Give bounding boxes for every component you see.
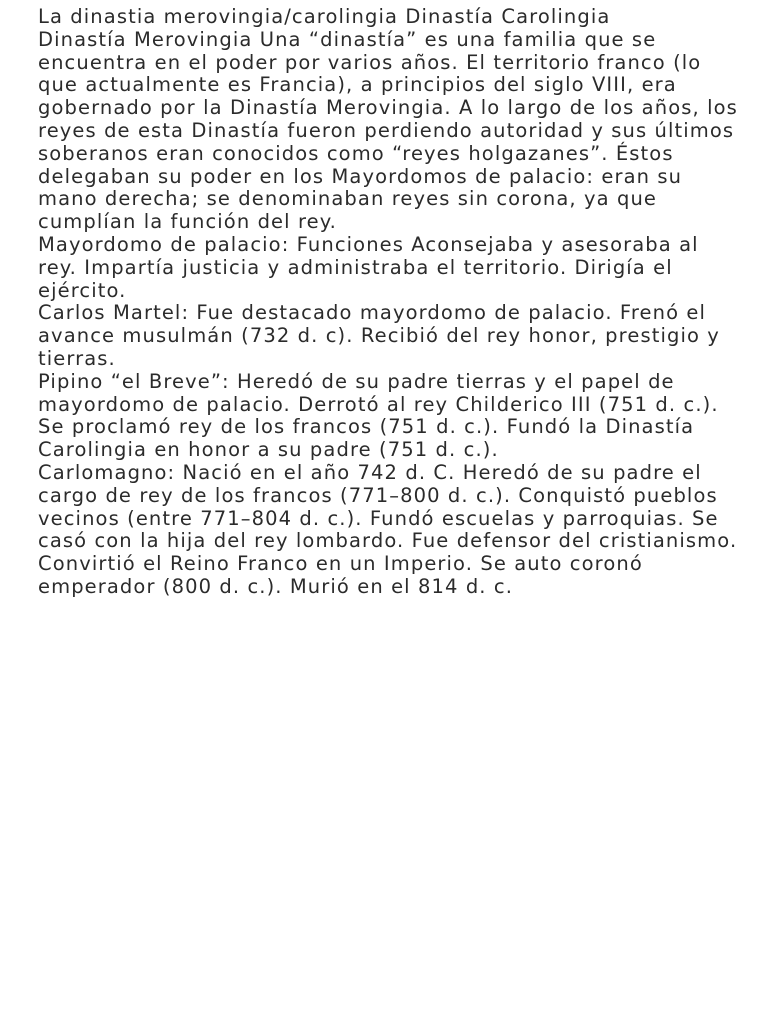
carlos-martel-paragraph: Carlos Martel: Fue destacado mayordomo de palacio. Frenó el avance musulmán (732 d. c). Recibió del rey honor, prestigio y tierras.	[38, 301, 720, 370]
carlomagno-paragraph: Carlomagno: Nació en el año 742 d. C. Heredó de su padre el cargo de rey de los francos (771–800 d. c.). Conquistó pueblos vecinos (entre 771–804 d. c.). Fundó escuelas y parroquias. Se casó con la hija del rey lombardo. Fue defensor del cristianismo. Convirtió el Reino Franco en un Imperio. Se auto coronó emperador (800 d. c.). Murió en el 814 d. c.	[38, 460, 738, 598]
document-title-paragraph: La dinastia merovingia/carolingia Dinastía Carolingia	[38, 5, 611, 28]
pipino-el-breve-paragraph: Pipino “el Breve”: Heredó de su padre tierras y el papel de mayordomo de palacio. Derrotó al rey Childerico III (751 d. c.). Se proclamó rey de los francos (751 d. c.). Fundó la Dinastía Carolingia en honor a su padre (751 d. c.).	[38, 369, 719, 462]
document-body	[38, 6, 738, 599]
mayordomo-functions-paragraph: Mayordomo de palacio: Funciones Aconsejaba y asesoraba al rey. Impartía justicia y administraba el territorio. Dirigía el ejército.	[38, 232, 699, 302]
merovingian-dynasty-paragraph: Dinastía Merovingia Una “dinastía” es una familia que se encuentra en el poder por varios años. El territorio franco (lo que actualmente es Francia), a principios del siglo VIII, era gobernado por la Dinastía Merovingia. A lo largo de los años, los reyes de esta Dinastía fueron perdiendo autoridad y sus últimos soberanos eran conocidos como “reyes holgazanes”. Éstos delegaban su poder en los Mayordomos de palacio: eran su mano derecha; se denominaban reyes sin corona, ya que cumplían la función del rey.	[38, 27, 738, 234]
